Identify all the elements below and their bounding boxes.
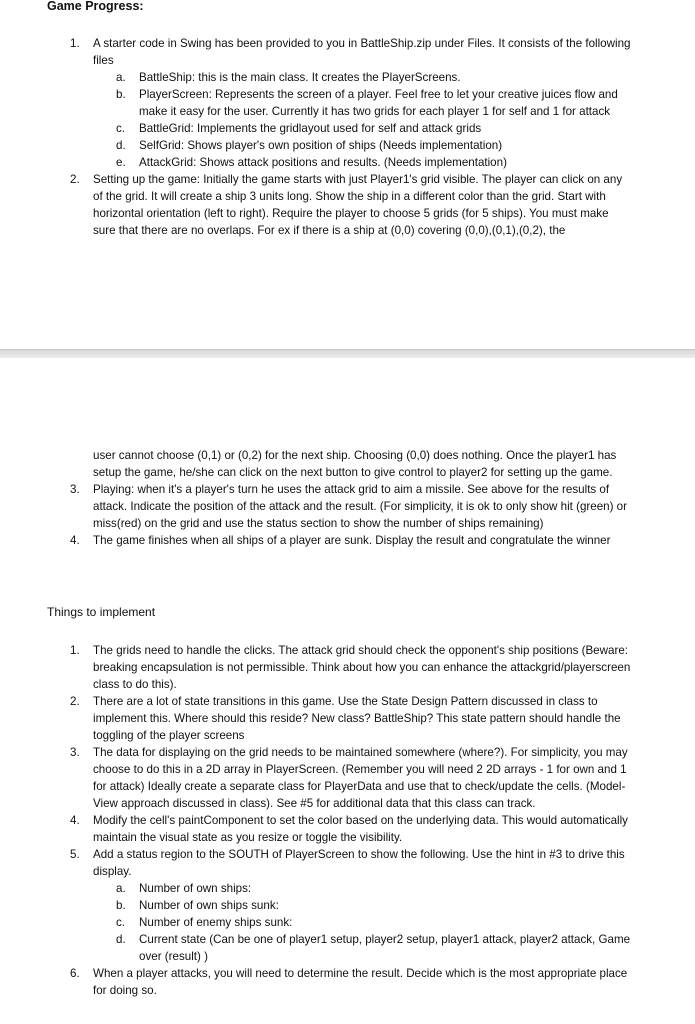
things-to-implement-list <box>0 642 633 999</box>
list-number: 2. <box>70 173 80 186</box>
list-item <box>0 965 633 999</box>
sub-list-letter: c. <box>116 122 126 135</box>
list-number: 4. <box>70 814 80 827</box>
sub-list-letter: c. <box>116 916 126 929</box>
list-number: 2. <box>70 695 80 708</box>
list-item <box>0 532 633 549</box>
sub-list-letter: b. <box>116 88 126 101</box>
sub-list-item <box>0 914 633 931</box>
list-item-text: There are a lot of state transitions in this game. Use the State Design Pattern discussed in class to implement this. Where should this reside? New class? BattleShip? This state pattern should handle the toggling of the player screens <box>93 695 621 742</box>
list-item-text: The grids need to handle the clicks. The attack grid should check the opponent's ship positions (Beware: breaking encapsulation is not permissible. Think about how you can enhance the attackgrid/playerscreen class to do this). <box>93 644 631 691</box>
sub-list-item-text: AttackGrid: Shows attack positions and results. (Needs implementation) <box>139 156 507 169</box>
sub-list-item-text: SelfGrid: Shows player's own position of ships (Needs implementation) <box>139 139 503 152</box>
list-item <box>0 846 633 880</box>
sub-list-item <box>0 69 633 86</box>
list-number: 5. <box>70 848 80 861</box>
game-progress-list <box>0 35 633 239</box>
sub-list-item-text: PlayerScreen: Represents the screen of a player. Feel free to let your creative juices flow and make it easy for the user. Currently it has two grids for each player 1 for self and 1 for attack <box>139 88 618 118</box>
sub-list-item <box>0 137 633 154</box>
list-item <box>0 171 633 239</box>
sub-list-item <box>0 897 633 914</box>
list-item <box>0 693 633 744</box>
sub-list-letter: e. <box>116 156 126 169</box>
list-number: 4. <box>70 534 80 547</box>
section-title-game-progress: Game Progress: <box>47 0 144 13</box>
sub-list-item-text: Number of own ships sunk: <box>139 899 279 912</box>
list-item <box>0 481 633 532</box>
list-item-text: The data for displaying on the grid needs to be maintained somewhere (where?). For simplicity, you may choose to do this in a 2D array in PlayerScreen. (Remember you will need 2 2D arrays - 1 for own and 1 for attack) Ideally create a separate class for PlayerData and use that to check/update the cells. (Model-View approach discussed in class). See #5 for additional data that this class can track. <box>93 746 628 810</box>
list-item-text: user cannot choose (0,1) or (0,2) for the next ship. Choosing (0,0) does nothing. Once the player1 has setup the game, he/she can click on the next button to give control to player2 for setting up the game. <box>93 449 617 479</box>
sub-list-letter: a. <box>116 71 126 84</box>
list-item-text: Add a status region to the SOUTH of PlayerScreen to show the following. Use the hint in #3 to drive this display. <box>93 848 625 878</box>
list-item-text: The game finishes when all ships of a player are sunk. Display the result and congratulate the winner <box>93 534 611 547</box>
sub-list-item-text: BattleGrid: Implements the gridlayout used for self and attack grids <box>139 122 482 135</box>
sub-list-item <box>0 931 633 965</box>
list-number: 3. <box>70 483 80 496</box>
section-title-things-to-implement: Things to implement <box>47 605 156 619</box>
sub-list-letter: a. <box>116 882 126 895</box>
list-number: 1. <box>70 37 80 50</box>
sub-list-letter: d. <box>116 933 126 946</box>
list-item-continuation <box>0 447 633 481</box>
sub-list-letter: b. <box>116 899 126 912</box>
sub-list-item-text: Number of enemy ships sunk: <box>139 916 293 929</box>
sub-list-letter: d. <box>116 139 126 152</box>
list-item-text: Setting up the game: Initially the game starts with just Player1's grid visible. The player can click on any of the grid. It will create a ship 3 units long. Show the ship in a different color than the grid. Start with horizontal orientation (left to right). Require the player to choose 5 grids (for 5 ships). You must make sure that there are no overlaps. For ex if there is a ship at (0,0) covering (0,0),(0,1),(0,2), the <box>93 173 623 237</box>
list-item-text: When a player attacks, you will need to determine the result. Decide which is the most appropriate place for doing so. <box>93 967 628 997</box>
sub-list-item <box>0 880 633 897</box>
game-progress-list-continued <box>0 447 633 549</box>
list-number: 1. <box>70 644 80 657</box>
list-number: 6. <box>70 967 80 980</box>
list-item <box>0 642 633 693</box>
list-item-text: Playing: when it's a player's turn he uses the attack grid to aim a missile. See above for the results of attack. Indicate the position of the attack and the result. (For simplicity, it is ok to only show hit (green) or miss(red) on the grid and use the status section to show the number of ships remaining) <box>93 483 627 530</box>
sub-list-item-text: Current state (Can be one of player1 setup, player2 setup, player1 attack, player2 attack, Game over (result) ) <box>139 933 631 963</box>
sub-list-item <box>0 154 633 171</box>
list-item <box>0 744 633 812</box>
sub-list-item-text: Number of own ships: <box>139 882 252 895</box>
sub-list-item <box>0 86 633 120</box>
list-item <box>0 35 633 69</box>
list-item-text: A starter code in Swing has been provided to you in BattleShip.zip under Files. It consists of the following files <box>93 37 631 67</box>
list-item-text: Modify the cell's paintComponent to set the color based on the underlying data. This would automatically maintain the visual state as you resize or toggle the visibility. <box>93 814 628 844</box>
list-item <box>0 812 633 846</box>
sub-list-item <box>0 120 633 137</box>
list-number: 3. <box>70 746 80 759</box>
sub-list-item-text: BattleShip: this is the main class. It creates the PlayerScreens. <box>139 71 461 84</box>
